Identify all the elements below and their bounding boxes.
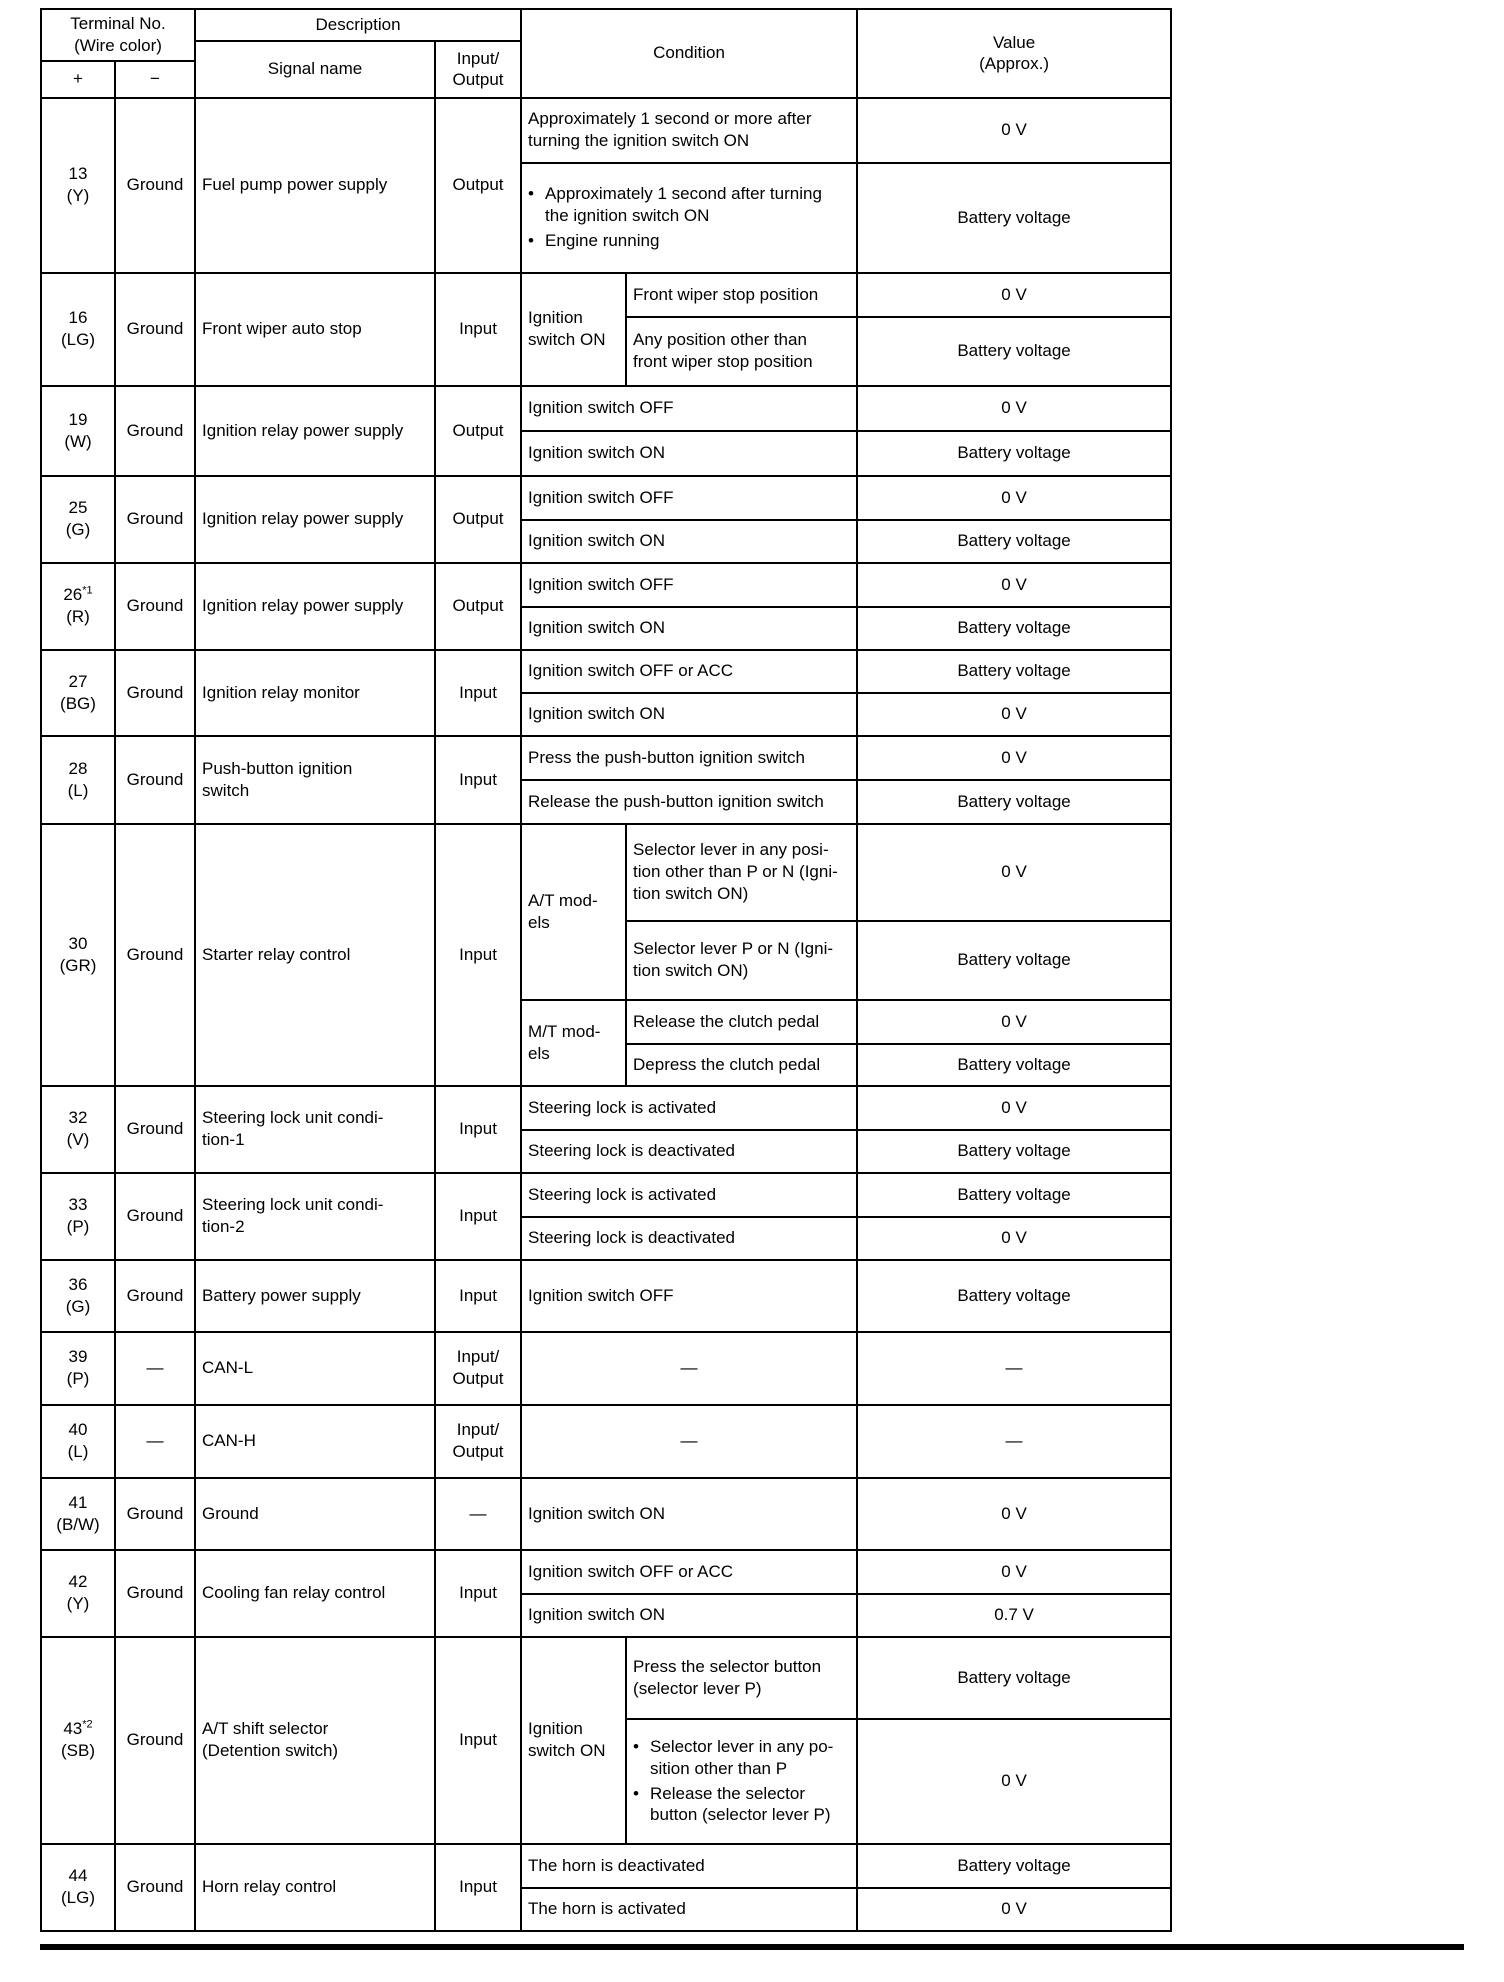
condition-cell: Ignition switch ON — [521, 607, 857, 650]
table-row — [41, 650, 1171, 693]
io-cell: Input — [435, 736, 521, 824]
signal-cell: CAN-L — [195, 1332, 435, 1405]
table-row — [41, 1844, 1171, 1888]
terminal-number: 16 — [68, 308, 88, 328]
value-cell: 0 V — [857, 1000, 1171, 1044]
ground-cell: Ground — [115, 1478, 195, 1550]
wire-color: (GR) — [59, 955, 97, 975]
value-cell: 0 V — [857, 563, 1171, 607]
wire-color: (Y) — [66, 186, 90, 205]
wire-color: (P) — [66, 1217, 90, 1236]
value-cell: — — [857, 1332, 1171, 1405]
terminal-cell-44 — [41, 1844, 115, 1931]
terminal-number: 40 — [68, 1420, 88, 1440]
terminal-number: 44 — [68, 1866, 88, 1886]
wire-color: (G) — [65, 520, 91, 539]
value-cell: Battery voltage — [857, 163, 1171, 273]
ground-cell: Ground — [115, 650, 195, 736]
table-row — [41, 824, 1171, 921]
signal-cell: Ground — [195, 1478, 435, 1550]
terminal-number-line — [48, 1346, 108, 1368]
io-cell: Input — [435, 1086, 521, 1173]
value-cell: Battery voltage — [857, 780, 1171, 824]
terminal-cell-30 — [41, 824, 115, 1086]
condition-cell: Steering lock is deactivated — [521, 1130, 857, 1173]
condition-cell — [521, 163, 857, 273]
terminal-number: 39 — [68, 1347, 88, 1367]
terminal-number-line — [48, 163, 108, 185]
value-cell: Battery voltage — [857, 607, 1171, 650]
table-row — [41, 1260, 1171, 1332]
bullet-item — [633, 1736, 850, 1780]
ground-cell: Ground — [115, 1086, 195, 1173]
condition-text: Engine running — [545, 230, 660, 250]
value-cell: 0 V — [857, 1888, 1171, 1931]
terminal-number: 27 — [68, 671, 88, 691]
value-cell: — — [857, 1405, 1171, 1478]
table-body — [41, 98, 1171, 1931]
terminal-cell-40 — [41, 1405, 115, 1478]
io-cell: Input — [435, 1260, 521, 1332]
bullet-marker: • — [633, 1783, 639, 1803]
value-cell: 0 V — [857, 1086, 1171, 1130]
terminal-number-line — [48, 1419, 108, 1441]
table-row — [41, 1478, 1171, 1550]
terminal-number-line — [48, 497, 108, 519]
header-plus: + — [41, 61, 115, 98]
io-cell: Output — [435, 563, 521, 650]
terminal-number-line — [48, 1492, 108, 1514]
terminal-number-line — [48, 1865, 108, 1887]
bullet-marker: • — [528, 184, 534, 204]
condition-cell: — — [521, 1405, 857, 1478]
signal-cell: Ignition relay power supply — [195, 476, 435, 563]
condition-cell: Release the clutch pedal — [626, 1000, 857, 1044]
table-row — [41, 1550, 1171, 1594]
terminal-cell-25 — [41, 476, 115, 563]
terminal-number: 36 — [68, 1274, 88, 1294]
condition-cell: Selector lever P or N (Igni- tion switch ON) — [626, 921, 857, 1000]
value-cell: 0 V — [857, 1719, 1171, 1844]
condition-cell: Front wiper stop position — [626, 273, 857, 317]
ground-cell: Ground — [115, 736, 195, 824]
bullet-marker: • — [633, 1737, 639, 1756]
value-cell: Battery voltage — [857, 650, 1171, 693]
table-row — [41, 1332, 1171, 1405]
value-cell: 0 V — [857, 1478, 1171, 1550]
condition-cell: Steering lock is activated — [521, 1086, 857, 1130]
terminal-number: 26 — [63, 585, 83, 605]
signal-cell: Steering lock unit condi- tion-2 — [195, 1173, 435, 1260]
condition-group-cell: Ignition switch ON — [521, 1637, 626, 1844]
terminal-number-line — [48, 758, 108, 780]
terminal-number: 43 — [63, 1719, 83, 1739]
ground-cell: Ground — [115, 1550, 195, 1637]
terminal-footnote: *1 — [82, 584, 93, 597]
page-footer-rule — [40, 1944, 1464, 1950]
table-row — [41, 273, 1171, 317]
io-cell: Input/ Output — [435, 1405, 521, 1478]
table-row — [41, 736, 1171, 780]
value-cell: Battery voltage — [857, 1130, 1171, 1173]
terminal-number: 42 — [68, 1572, 88, 1592]
wire-color: (W) — [64, 431, 92, 451]
wire-color: (SB) — [61, 1741, 95, 1760]
signal-cell: Ignition relay power supply — [195, 386, 435, 476]
terminal-cell-33 — [41, 1173, 115, 1260]
terminal-number-line — [48, 1107, 108, 1129]
terminal-number: 25 — [68, 498, 88, 518]
terminal-number: 33 — [68, 1195, 88, 1215]
value-cell: Battery voltage — [857, 921, 1171, 1000]
io-cell: Output — [435, 98, 521, 273]
terminal-number: 19 — [68, 409, 88, 429]
io-cell: Input — [435, 1550, 521, 1637]
condition-cell: The horn is deactivated — [521, 1844, 857, 1888]
terminal-number-line — [48, 671, 108, 693]
condition-cell: Ignition switch OFF or ACC — [521, 1550, 857, 1594]
value-cell: 0 V — [857, 1550, 1171, 1594]
terminal-number: 13 — [68, 164, 88, 184]
terminal-cell-26 — [41, 563, 115, 650]
value-cell: 0 V — [857, 98, 1171, 163]
terminal-cell-42 — [41, 1550, 115, 1637]
ground-cell: Ground — [115, 563, 195, 650]
wire-color: (BG) — [60, 693, 96, 713]
table-row — [41, 563, 1171, 607]
condition-cell: Ignition switch ON — [521, 520, 857, 563]
terminal-cell-16 — [41, 273, 115, 386]
terminal-number: 30 — [68, 933, 88, 953]
value-cell: 0 V — [857, 273, 1171, 317]
condition-cell: Ignition switch OFF — [521, 1260, 857, 1332]
value-cell: 0 V — [857, 736, 1171, 780]
header-description: Description — [195, 9, 521, 41]
terminal-number: 32 — [68, 1108, 88, 1128]
condition-group-cell: A/T mod- els — [521, 824, 626, 1000]
terminal-cell-13 — [41, 98, 115, 273]
value-cell: Battery voltage — [857, 1044, 1171, 1086]
terminal-cell-43 — [41, 1637, 115, 1844]
signal-cell: Fuel pump power supply — [195, 98, 435, 273]
terminal-cell-32 — [41, 1086, 115, 1173]
header-value: Value (Approx.) — [857, 9, 1171, 98]
value-cell: 0 V — [857, 386, 1171, 431]
condition-cell: Ignition switch OFF — [521, 563, 857, 607]
header-signal-name: Signal name — [195, 41, 435, 98]
condition-bullet-list — [633, 1736, 850, 1826]
terminal-number: 41 — [68, 1492, 88, 1512]
terminal-footnote: *2 — [82, 1718, 93, 1731]
value-cell: Battery voltage — [857, 1637, 1171, 1719]
terminal-number-line — [48, 933, 108, 955]
ground-cell: Ground — [115, 476, 195, 563]
ground-cell: Ground — [115, 1173, 195, 1260]
condition-bullet-list — [528, 183, 850, 251]
condition-cell — [626, 1719, 857, 1844]
signal-cell: Ignition relay power supply — [195, 563, 435, 650]
header-input-output: Input/ Output — [435, 41, 521, 98]
value-cell: Battery voltage — [857, 1260, 1171, 1332]
terminal-number-line — [48, 1194, 108, 1216]
wire-color: (P) — [66, 1369, 90, 1388]
io-cell: Input — [435, 1173, 521, 1260]
terminal-number: 28 — [68, 758, 88, 778]
header-terminal-no: Terminal No. (Wire color) — [41, 9, 195, 61]
terminal-cell-27 — [41, 650, 115, 736]
ground-cell: Ground — [115, 98, 195, 273]
terminal-cell-39 — [41, 1332, 115, 1405]
io-cell: — — [435, 1478, 521, 1550]
wire-color: (B/W) — [56, 1514, 100, 1534]
ground-cell: Ground — [115, 824, 195, 1086]
condition-cell: Selector lever in any posi- tion other than P or N (Igni- tion switch ON) — [626, 824, 857, 921]
wire-color: (L) — [67, 780, 89, 800]
condition-cell: Ignition switch OFF — [521, 386, 857, 431]
condition-group-cell: Ignition switch ON — [521, 273, 626, 386]
value-cell: 0 V — [857, 476, 1171, 520]
value-cell: Battery voltage — [857, 1173, 1171, 1217]
table-row — [41, 476, 1171, 520]
ground-cell: Ground — [115, 1637, 195, 1844]
condition-cell: Steering lock is activated — [521, 1173, 857, 1217]
condition-cell: Steering lock is deactivated — [521, 1217, 857, 1260]
terminal-number-line — [48, 1274, 108, 1296]
signal-cell: Cooling fan relay control — [195, 1550, 435, 1637]
value-cell: Battery voltage — [857, 1844, 1171, 1888]
io-cell: Output — [435, 476, 521, 563]
io-cell: Input — [435, 1637, 521, 1844]
condition-group-cell: M/T mod- els — [521, 1000, 626, 1086]
condition-cell: Ignition switch ON — [521, 1594, 857, 1637]
table-row — [41, 98, 1171, 163]
condition-text: Selector lever in any po- sition other than P — [650, 1737, 834, 1778]
table-header — [41, 9, 1171, 98]
io-cell: Output — [435, 386, 521, 476]
condition-cell: Depress the clutch pedal — [626, 1044, 857, 1086]
signal-cell: Horn relay control — [195, 1844, 435, 1931]
value-cell: Battery voltage — [857, 520, 1171, 563]
value-cell: 0.7 V — [857, 1594, 1171, 1637]
wire-color: (L) — [67, 1442, 89, 1461]
signal-cell: Battery power supply — [195, 1260, 435, 1332]
wire-color: (V) — [66, 1130, 90, 1149]
ground-cell: Ground — [115, 273, 195, 386]
condition-cell: Any position other than front wiper stop position — [626, 317, 857, 386]
terminal-cell-19 — [41, 386, 115, 476]
header-row-1 — [41, 9, 1171, 41]
header-minus: − — [115, 61, 195, 98]
value-cell: 0 V — [857, 824, 1171, 921]
ground-cell: Ground — [115, 1844, 195, 1931]
signal-cell: Push-button ignition switch — [195, 736, 435, 824]
wire-color: (LG) — [61, 1888, 95, 1907]
terminal-cell-28 — [41, 736, 115, 824]
table-row — [41, 1173, 1171, 1217]
io-cell: Input — [435, 1844, 521, 1931]
value-cell: Battery voltage — [857, 317, 1171, 386]
condition-cell: Approximately 1 second or more after turning the ignition switch ON — [521, 98, 857, 163]
condition-cell: — — [521, 1332, 857, 1405]
io-cell: Input — [435, 650, 521, 736]
bullet-item — [528, 183, 850, 227]
bullet-marker: • — [528, 230, 534, 250]
ground-cell: — — [115, 1405, 195, 1478]
wire-color: (G) — [65, 1296, 91, 1316]
ground-cell: — — [115, 1332, 195, 1405]
value-cell: Battery voltage — [857, 431, 1171, 476]
terminal-signal-table — [40, 8, 1172, 1932]
bullet-item — [528, 230, 850, 252]
signal-cell: CAN-H — [195, 1405, 435, 1478]
table-row — [41, 386, 1171, 431]
terminal-cell-36 — [41, 1260, 115, 1332]
terminal-cell-41 — [41, 1478, 115, 1550]
signal-cell: Steering lock unit condi- tion-1 — [195, 1086, 435, 1173]
condition-cell: Release the push-button ignition switch — [521, 780, 857, 824]
ground-cell: Ground — [115, 1260, 195, 1332]
value-cell: 0 V — [857, 693, 1171, 736]
condition-cell: The horn is activated — [521, 1888, 857, 1931]
table-row — [41, 1405, 1171, 1478]
condition-cell: Press the selector button (selector lever P) — [626, 1637, 857, 1719]
ground-cell: Ground — [115, 386, 195, 476]
terminal-number-line — [48, 1718, 108, 1740]
signal-cell: Ignition relay monitor — [195, 650, 435, 736]
wire-color: (R) — [66, 607, 90, 626]
condition-text: Release the selector button (selector lever P) — [650, 1783, 831, 1825]
condition-cell: Ignition switch ON — [521, 693, 857, 736]
table-row — [41, 1637, 1171, 1719]
wire-color: (Y) — [66, 1594, 90, 1613]
condition-cell: Ignition switch ON — [521, 1478, 857, 1550]
header-condition: Condition — [521, 9, 857, 98]
condition-cell: Press the push-button ignition switch — [521, 736, 857, 780]
condition-text: Approximately 1 second after turning the ignition switch ON — [545, 184, 822, 226]
table-row — [41, 1086, 1171, 1130]
terminal-number-line — [48, 584, 108, 606]
terminal-number-line — [48, 1571, 108, 1593]
condition-cell: Ignition switch OFF or ACC — [521, 650, 857, 693]
io-cell: Input/ Output — [435, 1332, 521, 1405]
condition-cell: Ignition switch ON — [521, 431, 857, 476]
signal-cell: A/T shift selector (Detention switch) — [195, 1637, 435, 1844]
condition-cell: Ignition switch OFF — [521, 476, 857, 520]
value-cell: 0 V — [857, 1217, 1171, 1260]
io-cell: Input — [435, 273, 521, 386]
terminal-number-line — [48, 307, 108, 329]
bullet-item — [633, 1783, 850, 1827]
terminal-number-line — [48, 409, 108, 431]
signal-cell: Starter relay control — [195, 824, 435, 1086]
wire-color: (LG) — [61, 330, 95, 349]
io-cell: Input — [435, 824, 521, 1086]
signal-cell: Front wiper auto stop — [195, 273, 435, 386]
